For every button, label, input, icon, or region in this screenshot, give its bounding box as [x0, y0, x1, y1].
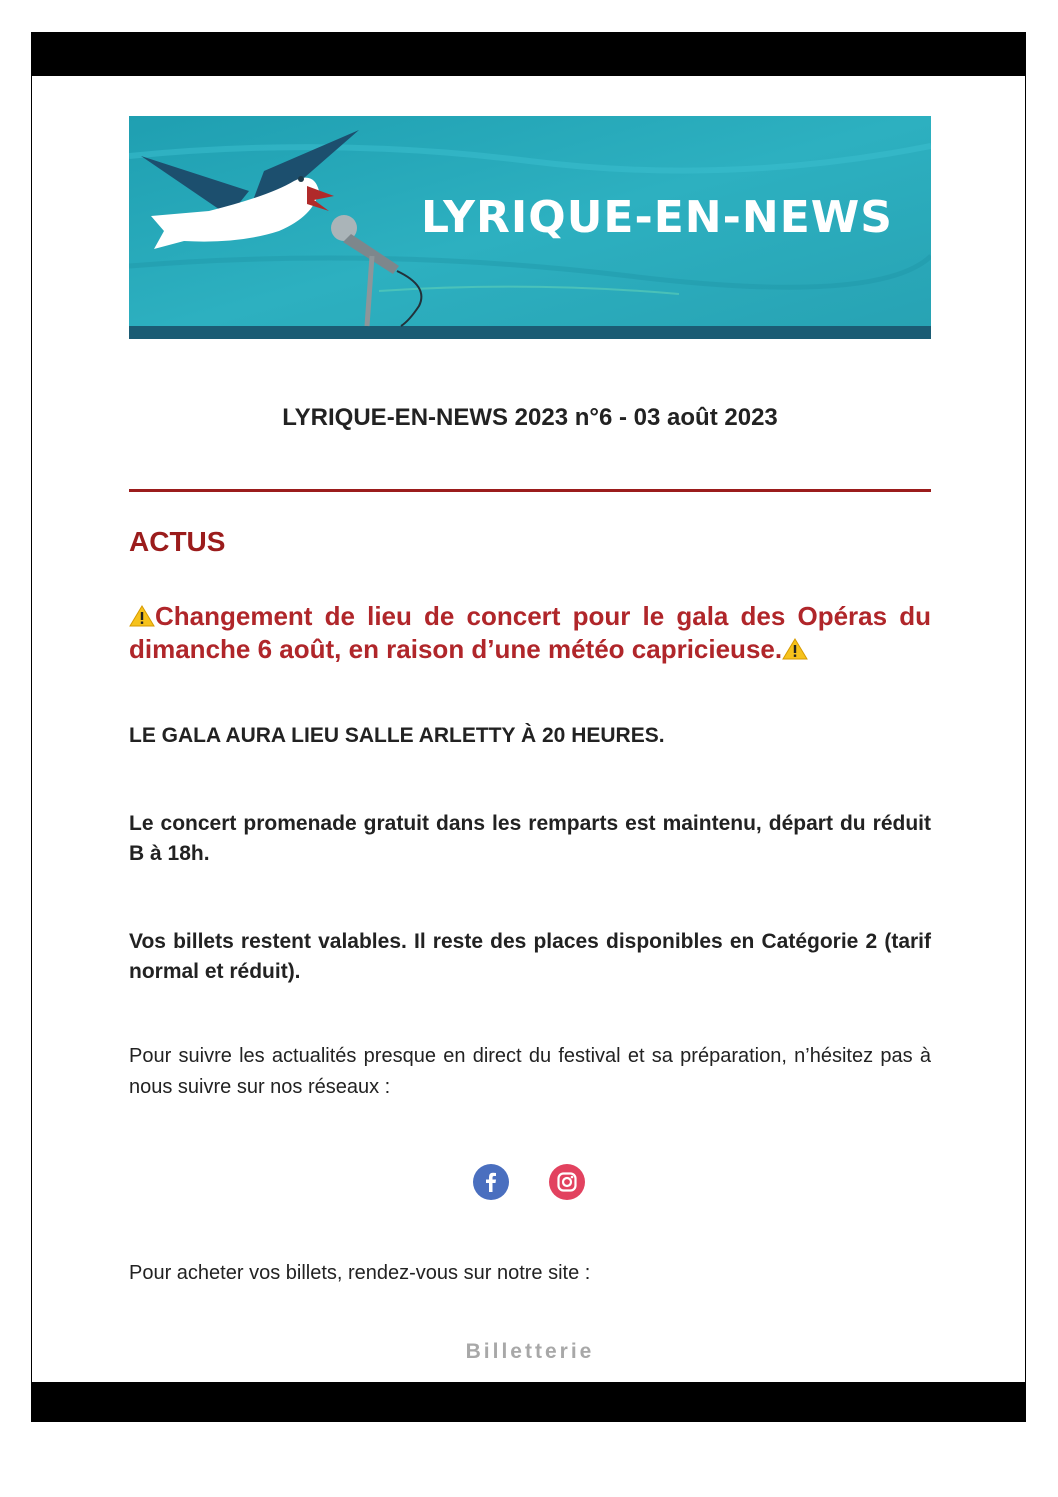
top-bar: [31, 32, 1026, 76]
banner-title: LYRIQUE-EN-NEWS: [421, 192, 893, 243]
gala-paragraph: LE GALA AURA LIEU SALLE ARLETTY À 20 HEURES.: [129, 724, 665, 747]
alert-text: Changement de lieu de concert pour le gala des Opéras du dimanche 6 août, en raison d’une météo capricieuse.: [129, 601, 931, 664]
warning-icon: [129, 605, 155, 627]
alert-heading: [129, 600, 931, 666]
billetterie-link[interactable]: Billetterie: [465, 1340, 595, 1363]
instagram-icon: [549, 1164, 585, 1200]
issue-title: LYRIQUE-EN-NEWS 2023 n°6 - 03 août 2023: [282, 404, 778, 431]
facebook-icon: [473, 1164, 509, 1200]
buy-tickets-paragraph: Pour acheter vos billets, rendez-vous sur notre site :: [129, 1262, 591, 1284]
promenade-paragraph: Le concert promenade gratuit dans les remparts est maintenu, départ du réduit B à 18h.: [129, 812, 931, 865]
bottom-bar: [31, 1382, 1026, 1422]
facebook-link[interactable]: [473, 1164, 509, 1200]
section-heading: ACTUS: [129, 526, 226, 557]
instagram-link[interactable]: [549, 1164, 585, 1200]
section-divider: [129, 489, 931, 492]
tickets-paragraph: Vos billets restent valables. Il reste des places disponibles en Catégorie 2 (tarif normal et réduit).: [129, 930, 931, 983]
social-intro-paragraph: Pour suivre les actualités presque en direct du festival et sa préparation, n’hésitez pas à nous suivre sur nos réseaux :: [129, 1045, 931, 1098]
warning-icon: [782, 638, 808, 660]
header-banner: [129, 116, 931, 339]
